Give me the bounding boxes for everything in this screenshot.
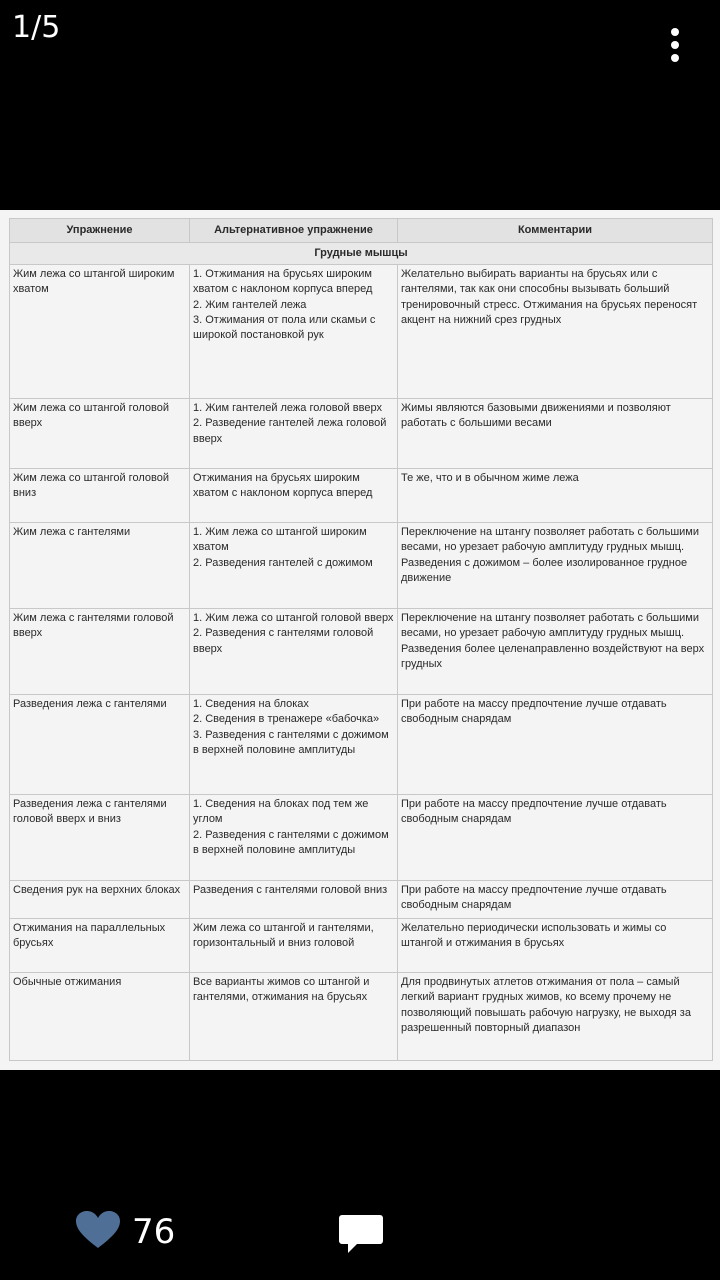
cell-comment: При работе на массу предпочтение лучше отдавать свободным снарядам <box>398 695 713 795</box>
cell-comment: При работе на массу предпочтение лучше отдавать свободным снарядам <box>398 795 713 881</box>
header-exercise: Упражнение <box>10 219 190 243</box>
heart-icon <box>75 1210 121 1250</box>
cell-exercise: Обычные отжимания <box>10 973 190 1061</box>
cell-exercise: Разведения лежа с гантелями головой вверх и вниз <box>10 795 190 881</box>
cell-comment: Жимы являются базовыми движениями и позволяют работать с большими весами <box>398 399 713 469</box>
comment-button[interactable] <box>338 1214 384 1254</box>
cell-comment: Для продвинутых атлетов отжимания от пола – самый легкий вариант грудных жимов, ко всему прочему не позволяющий повышать рабочую нагрузку, не выходя за разрешенный повторный диапазон <box>398 973 713 1061</box>
header-alternative: Альтернативное упражнение <box>190 219 398 243</box>
cell-alternative: 1. Жим лежа со штангой широким хватом 2. Разведения гантелей с дожимом <box>190 523 398 609</box>
exercise-table <box>9 218 713 1061</box>
table-row <box>10 973 713 1061</box>
cell-exercise: Разведения лежа с гантелями <box>10 695 190 795</box>
table-row <box>10 795 713 881</box>
viewer-top-bar <box>0 0 720 60</box>
table-row <box>10 881 713 919</box>
table-row <box>10 265 713 399</box>
cell-exercise: Жим лежа со штангой головой вверх <box>10 399 190 469</box>
cell-alternative: 1. Сведения на блоках 2. Сведения в тренажере «бабочка» 3. Разведения с гантелями с дожимом в верхней половине амплитуды <box>190 695 398 795</box>
cell-comment: Желательно выбирать варианты на брусьях или с гантелями, так как они способны вызывать больший тренировочный стресс. Отжимания на брусьях переносят акцент на нижний срез грудных <box>398 265 713 399</box>
cell-comment: Переключение на штангу позволяет работать с большими весами, но урезает рабочую амплитуду грудных мышц. Разведения с дожимом – более изолированное грудное движение <box>398 523 713 609</box>
like-button[interactable] <box>75 1210 176 1254</box>
cell-exercise: Жим лежа со штангой широким хватом <box>10 265 190 399</box>
table-header-row <box>10 219 713 243</box>
cell-alternative: 1. Отжимания на брусьях широким хватом с наклоном корпуса вперед 2. Жим гантелей лежа 3. Отжимания от пола или скамьи с широкой постановкой рук <box>190 265 398 399</box>
cell-exercise: Сведения рук на верхних блоках <box>10 881 190 919</box>
cell-comment: При работе на массу предпочтение лучше отдавать свободным снарядам <box>398 881 713 919</box>
table-row <box>10 695 713 795</box>
image-counter: 1/5 <box>12 10 61 45</box>
cell-alternative: Все варианты жимов со штангой и гантелями, отжимания на брусьях <box>190 973 398 1061</box>
cell-exercise: Жим лежа с гантелями головой вверх <box>10 609 190 695</box>
table-row <box>10 399 713 469</box>
cell-exercise: Жим лежа со штангой головой вниз <box>10 469 190 523</box>
cell-exercise: Отжимания на параллельных брусьях <box>10 919 190 973</box>
cell-comment: Переключение на штангу позволяет работать с большими весами, но урезает рабочую амплитуду грудных мышц. Разведения более целенаправленно воздействуют на верх грудных <box>398 609 713 695</box>
table-row <box>10 523 713 609</box>
section-row <box>10 243 713 265</box>
cell-comment: Желательно периодически использовать и жимы со штангой и отжимания в брусьях <box>398 919 713 973</box>
header-comments: Комментарии <box>398 219 713 243</box>
cell-comment: Те же, что и в обычном жиме лежа <box>398 469 713 523</box>
cell-exercise: Жим лежа с гантелями <box>10 523 190 609</box>
comment-icon <box>338 1214 384 1254</box>
cell-alternative: 1. Жим лежа со штангой головой вверх 2. Разведения с гантелями головой вверх <box>190 609 398 695</box>
cell-alternative: 1. Жим гантелей лежа головой вверх 2. Разведение гантелей лежа головой вверх <box>190 399 398 469</box>
more-vertical-icon[interactable] <box>660 22 690 72</box>
table-row <box>10 469 713 523</box>
viewer-bottom-bar <box>0 1190 720 1280</box>
cell-alternative: 1. Сведения на блоках под тем же углом 2. Разведения с гантелями с дожимом в верхней половине амплитуды <box>190 795 398 881</box>
cell-alternative: Разведения с гантелями головой вниз <box>190 881 398 919</box>
table-row <box>10 919 713 973</box>
photo-table-image[interactable] <box>0 210 720 1070</box>
section-title: Грудные мышцы <box>10 243 713 265</box>
cell-alternative: Отжимания на брусьях широким хватом с наклоном корпуса вперед <box>190 469 398 523</box>
table-row <box>10 609 713 695</box>
cell-alternative: Жим лежа со штангой и гантелями, горизонтальный и вниз головой <box>190 919 398 973</box>
like-count: 76 <box>132 1212 176 1252</box>
